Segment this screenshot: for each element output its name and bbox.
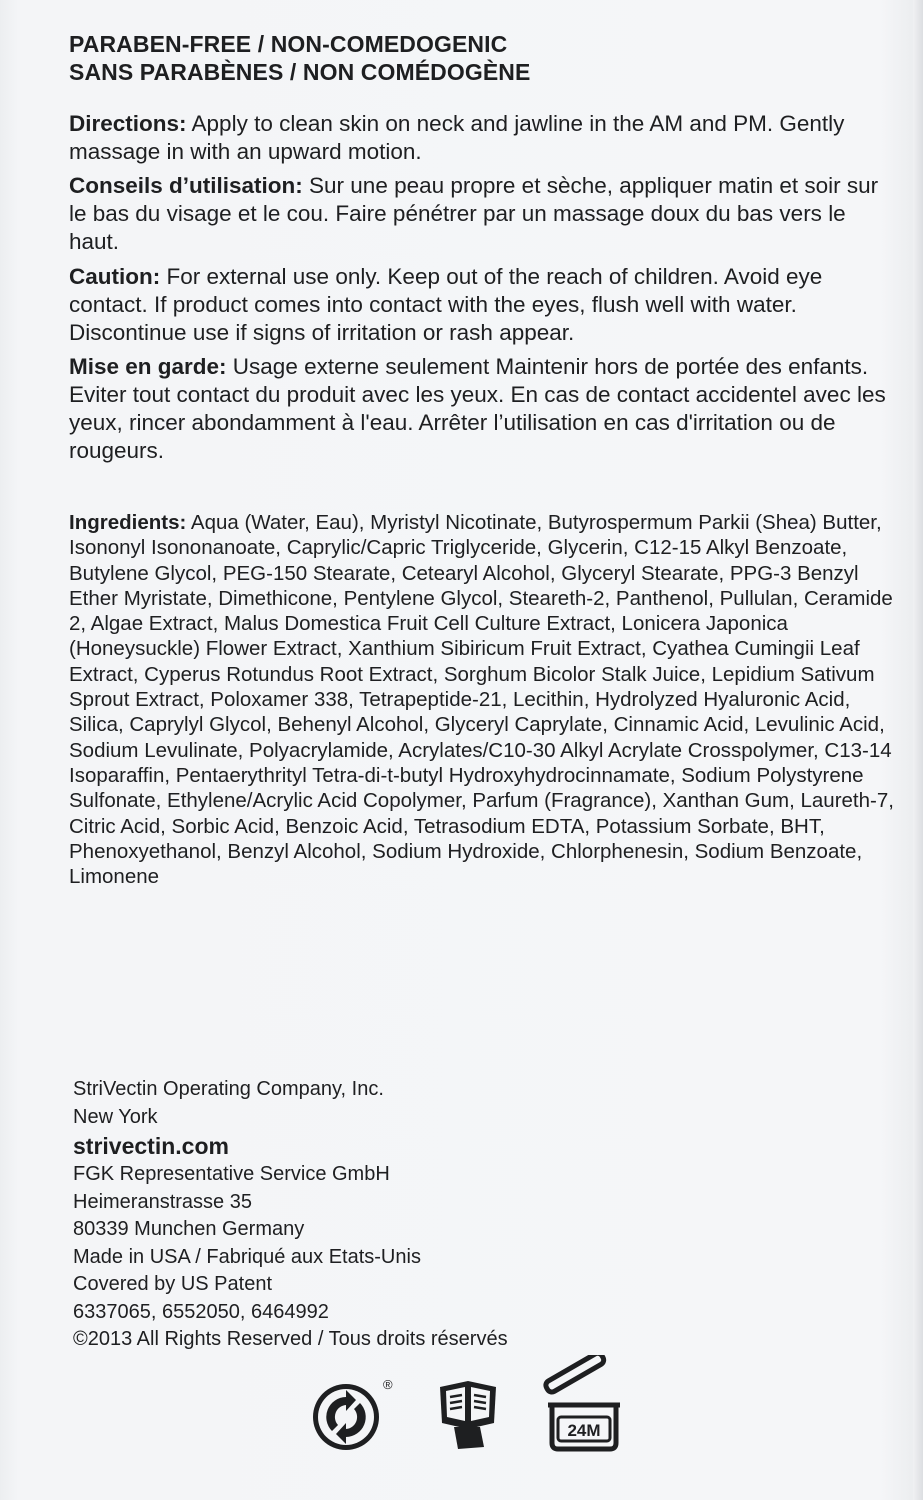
representative-name: FGK Representative Service GmbH: [73, 1163, 390, 1185]
caution-paragraph: [69, 263, 899, 347]
green-dot-recycle-icon: [310, 1375, 400, 1455]
directions-block: [69, 30, 899, 465]
company-name: StriVectin Operating Company, Inc.: [73, 1078, 384, 1100]
copyright: ©2013 All Rights Reserved / Tous droits réservés: [73, 1328, 508, 1350]
representative-city: 80339 Munchen Germany: [73, 1218, 305, 1240]
made-in: Made in USA / Fabriqué aux Etats-Unis: [73, 1245, 421, 1268]
claim-english: PARABEN-FREE / NON-COMEDOGENIC: [69, 31, 508, 57]
caution-text: For external use only. Keep out of the reach of children. Avoid eye contact. If product comes into contact with the eyes, flush well with water. Discontinue use if signs of irritation or rash appear.: [69, 264, 823, 345]
directions-paragraph: [69, 110, 899, 166]
ingredients-paragraph: [69, 510, 899, 889]
package-symbols: [300, 1355, 640, 1455]
company-info: [73, 1076, 508, 1354]
ingredients-label: Ingredients:: [69, 511, 187, 534]
open-jar-icon: [540, 1355, 630, 1455]
company-city: New York: [73, 1105, 158, 1128]
website-link[interactable]: strivectin.com: [73, 1133, 229, 1159]
conseils-text: Sur une peau propre et sèche, appliquer matin et soir sur le bas du visage et le cou. Faire pénétrer par un massage doux du bas vers le haut.: [69, 173, 879, 254]
mise-en-garde-paragraph: [69, 353, 899, 465]
panel-edge: [913, 0, 923, 1500]
hand-book-icon: [432, 1377, 507, 1453]
claim-french: SANS PARABÈNES / NON COMÉDOGÈNE: [69, 59, 531, 85]
representative-street: Heimeranstrasse 35: [73, 1190, 252, 1213]
mise-en-garde-label: Mise en garde:: [69, 354, 227, 379]
patent-numbers: 6337065, 6552050, 6464992: [73, 1300, 329, 1323]
directions-text: Apply to clean skin on neck and jawline in the AM and PM. Gently massage in with an upward motion.: [69, 111, 845, 164]
pao-label: 24M: [567, 1421, 601, 1440]
mise-en-garde-text: Usage externe seulement Maintenir hors de portée des enfants. Eviter tout contact du produit avec les yeux. En cas de contact accidentel avec les yeux, rincer abondamment à l'eau. Arrêter l’utilisation en cas d'irritation ou de rougeurs.: [69, 354, 886, 463]
conseils-label: Conseils d’utilisation:: [69, 173, 303, 198]
registered-mark: ®: [383, 1377, 393, 1392]
conseils-paragraph: [69, 172, 899, 256]
ingredients-text: Aqua (Water, Eau), Myristyl Nicotinate, Butyrospermum Parkii (Shea) Butter, Isononyl Isononanoate, Caprylic/Capric Triglyceride, Glycerin, C12-15 Alkyl Benzoate, Butylene Glycol, PEG-150 Stearate, Cetearyl Alcohol, Glyceryl Stearate, PPG-3 Benzyl Ether Myristate, Dimethicone, Pentylene Glycol, Steareth-2, Panthenol, Pullulan, Ceramide 2, Algae Extract, Malus Domestica Fruit Cell Culture Extract, Lonicera Japonica (Honeysuckle) Flower Extract, Xanthium Sibiricum Fruit Extract, Cyathea Cumingii Leaf Extract, Cyperus Rotundus Root Extract, Sorghum Bicolor Stalk Juice, Lepidium Sativum Sprout Extract, Poloxamer 338, Tetrapeptide-21, Lecithin, Hydrolyzed Hyaluronic Acid, Silica, Caprylyl Glycol, Behenyl Alcohol, Glyceryl Caprylate, Cinnamic Acid, Levulinic Acid, Sodium Levulinate, Polyacrylamide, Acrylates/C10-30 Alkyl Acrylate Crosspolymer, C13-14 Isoparaffin, Pentaerythrityl Tetra-di-t-butyl Hydroxyhydrocinnamate, Sodium Polystyrene Sulfonate, Ethylene/Acrylic Acid Copolymer, Parfum (Fragrance), Xanthan Gum, Laureth-7, Citric Acid, Sorbic Acid, Benzoic Acid, Tetrasodium EDTA, Potassium Sorbate, BHT, Phenoxyethanol, Benzyl Alcohol, Sodium Hydroxide, Chlorphenesin, Sodium Benzoate, Limonene: [69, 511, 894, 889]
patent-label: Covered by US Patent: [73, 1273, 272, 1295]
directions-label: Directions:: [69, 111, 187, 136]
caution-label: Caution:: [69, 264, 161, 289]
